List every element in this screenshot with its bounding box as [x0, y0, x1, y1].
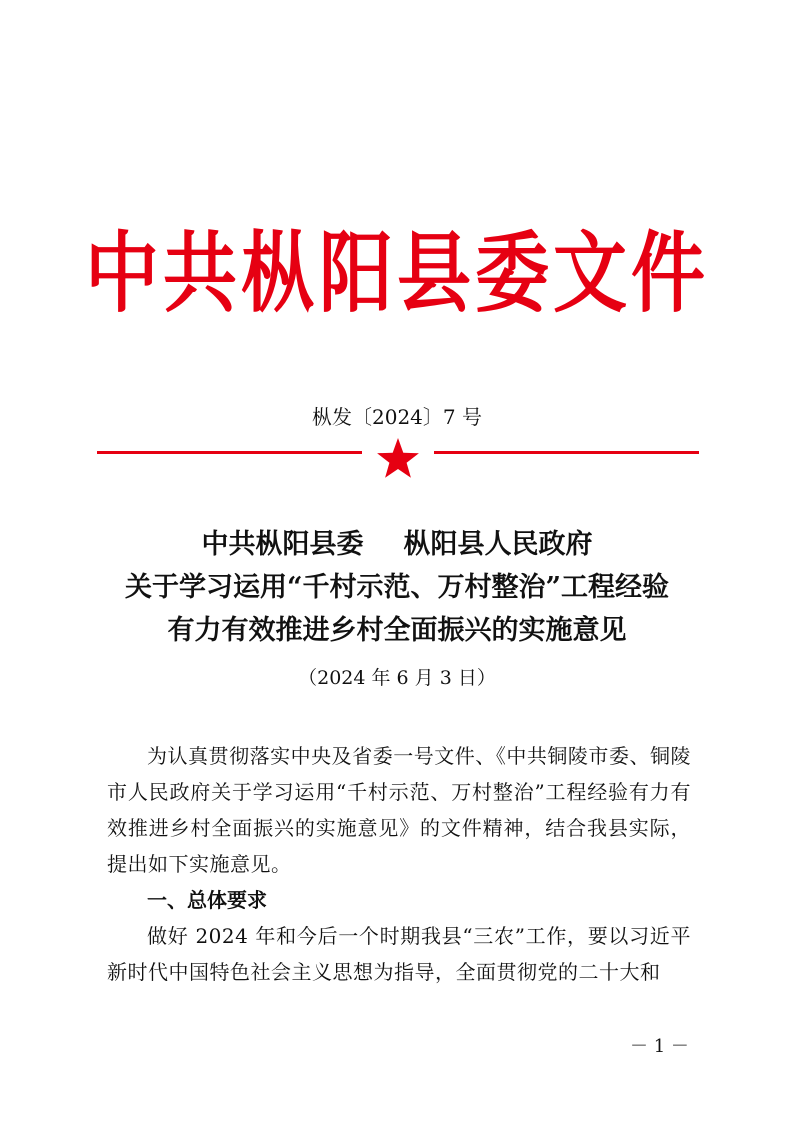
masthead-title: 中共枞阳县委文件: [85, 223, 709, 325]
title-issuers: [0, 523, 794, 566]
page-number: － 1 －: [630, 1036, 689, 1057]
document-date: （2024 年 6 月 3 日）: [298, 667, 496, 689]
separator-line-right: [434, 451, 699, 454]
document-title: [0, 523, 794, 652]
document-number: 枞发〔2024〕7 号: [312, 405, 482, 429]
section-paragraph: 做好 2024 年和今后一个时期我县“三农”工作，要以习近平新时代中国特色社会主义思想为指导，全面贯彻党的二十大和: [107, 924, 691, 984]
title-issuer-1: 中共枞阳县委: [201, 529, 364, 560]
title-issuer-2: 枞阳县人民政府: [403, 529, 593, 560]
document-body: [107, 738, 691, 990]
red-separator: [97, 438, 699, 478]
title-line-2: 关于学习运用“千村示范、万村整治”工程经验: [124, 572, 670, 603]
separator-line-left: [97, 451, 362, 454]
intro-paragraph: 为认真贯彻落实中央及省委一号文件、《中共铜陵市委、铜陵市人民政府关于学习运用“千村示范、万村整治”工程经验有力有效推进乡村全面振兴的实施意见》的文件精神，结合我县实际，提出如下实施意见。: [107, 744, 691, 876]
section-heading: 一、总体要求: [147, 888, 267, 912]
star-icon: [377, 438, 419, 478]
title-line-3: 有力有效推进乡村全面振兴的实施意见: [167, 615, 627, 646]
